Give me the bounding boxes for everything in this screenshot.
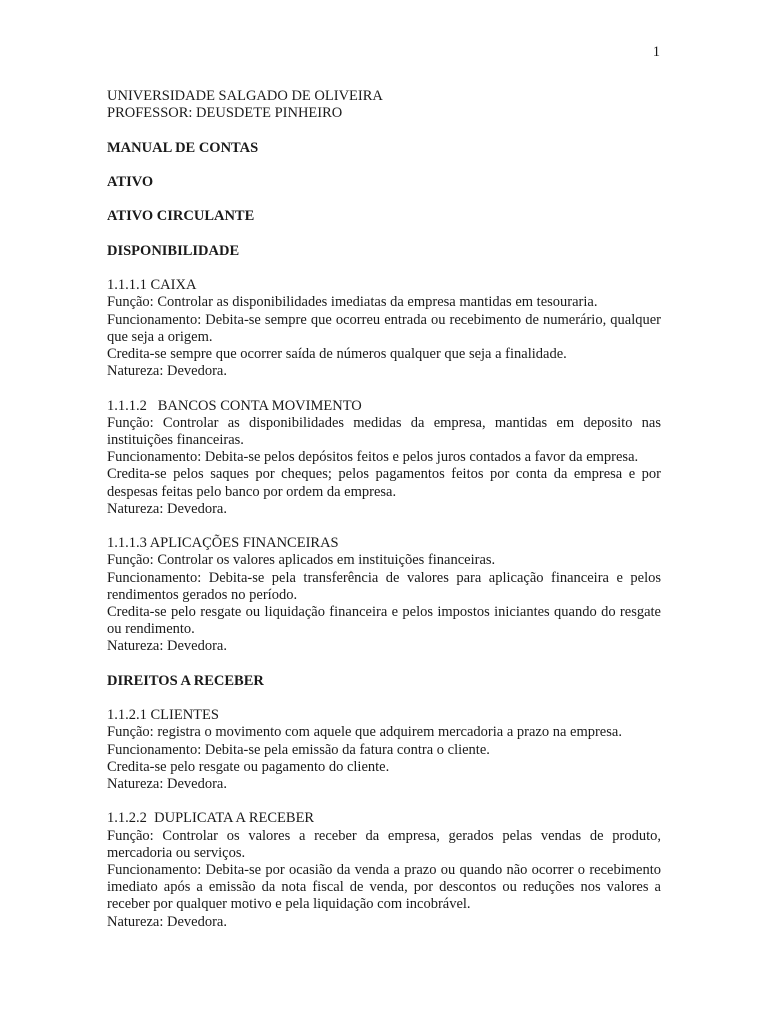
page-number: 1: [652, 44, 660, 60]
funcionamento-caixa: Funcionamento: Debita-se sempre que ocorreu entrada ou recebimento de numerário, qualquer que seja a origem.: [107, 311, 661, 345]
credita-clientes: Credita-se pelo resgate ou pagamento do cliente.: [107, 758, 390, 775]
funcionamento-duplicata: Funcionamento: Debita-se por ocasião da venda a prazo ou quando não ocorrer o recebimento imediato após a emissão da nota fiscal de venda, por descontos ou reduções nos valores a receber por qualquer motivo e pela liquidação com incobrável.: [107, 861, 661, 913]
funcao-duplicata: Função: Controlar os valores a receber da empresa, gerados pelas vendas de produto, mercadoria ou serviços.: [107, 827, 661, 861]
funcionamento-aplicacoes: Funcionamento: Debita-se pela transferência de valores para aplicação financeira e pelos rendimentos gerados no período.: [107, 569, 661, 603]
account-title-bancos: 1.1.1.2 BANCOS CONTA MOVIMENTO: [107, 397, 362, 414]
credita-caixa: Credita-se sempre que ocorrer saída de números qualquer que seja a finalidade.: [107, 345, 567, 362]
account-title-aplicacoes: 1.1.1.3 APLICAÇÕES FINANCEIRAS: [107, 535, 339, 552]
account-title-duplicata: 1.1.2.2 DUPLICATA A RECEBER: [107, 810, 315, 827]
natureza-aplicacoes: Natureza: Devedora.: [107, 638, 227, 655]
funcao-aplicacoes: Função: Controlar os valores aplicados em instituições financeiras.: [107, 552, 496, 569]
professor-line: PROFESSOR: DEUSDETE PINHEIRO: [107, 105, 343, 122]
ativo-heading: ATIVO: [107, 173, 154, 190]
natureza-caixa: Natureza: Devedora.: [107, 363, 227, 380]
natureza-bancos: Natureza: Devedora.: [107, 500, 227, 517]
document-body: [107, 88, 661, 931]
funcionamento-bancos: Funcionamento: Debita-se pelos depósitos feitos e pelos juros contados a favor da empresa.: [107, 449, 639, 466]
natureza-clientes: Natureza: Devedora.: [107, 775, 227, 792]
account-title-caixa: 1.1.1.1 CAIXA: [107, 277, 197, 294]
natureza-duplicata: Natureza: Devedora.: [107, 913, 227, 930]
credita-aplicacoes: Credita-se pelo resgate ou liquidação financeira e pelos impostos iniciantes quando do resgate ou rendimento.: [107, 603, 661, 638]
account-title-clientes: 1.1.2.1 CLIENTES: [107, 707, 219, 724]
credita-bancos: Credita-se pelos saques por cheques; pelos pagamentos feitos por conta da empresa e por despesas feitas pelo banco por ordem da empresa.: [107, 466, 661, 500]
funcionamento-clientes: Funcionamento: Debita-se pela emissão da fatura contra o cliente.: [107, 741, 490, 758]
funcao-bancos: Função: Controlar as disponibilidades medidas da empresa, mantidas em deposito nas instituições financeiras.: [107, 414, 661, 448]
funcao-clientes: Função: registra o movimento com aquele que adquirem mercadoria a prazo na empresa.: [107, 724, 622, 741]
direitos-heading: DIREITOS A RECEBER: [107, 672, 264, 689]
institution-line: UNIVERSIDADE SALGADO DE OLIVEIRA: [107, 88, 383, 104]
manual-heading: MANUAL DE CONTAS: [107, 139, 259, 156]
funcao-caixa: Função: Controlar as disponibilidades imediatas da empresa mantidas em tesouraria.: [107, 294, 598, 311]
ativo-circulante-heading: ATIVO CIRCULANTE: [107, 208, 255, 225]
disponibilidade-heading: DISPONIBILIDADE: [107, 242, 240, 259]
